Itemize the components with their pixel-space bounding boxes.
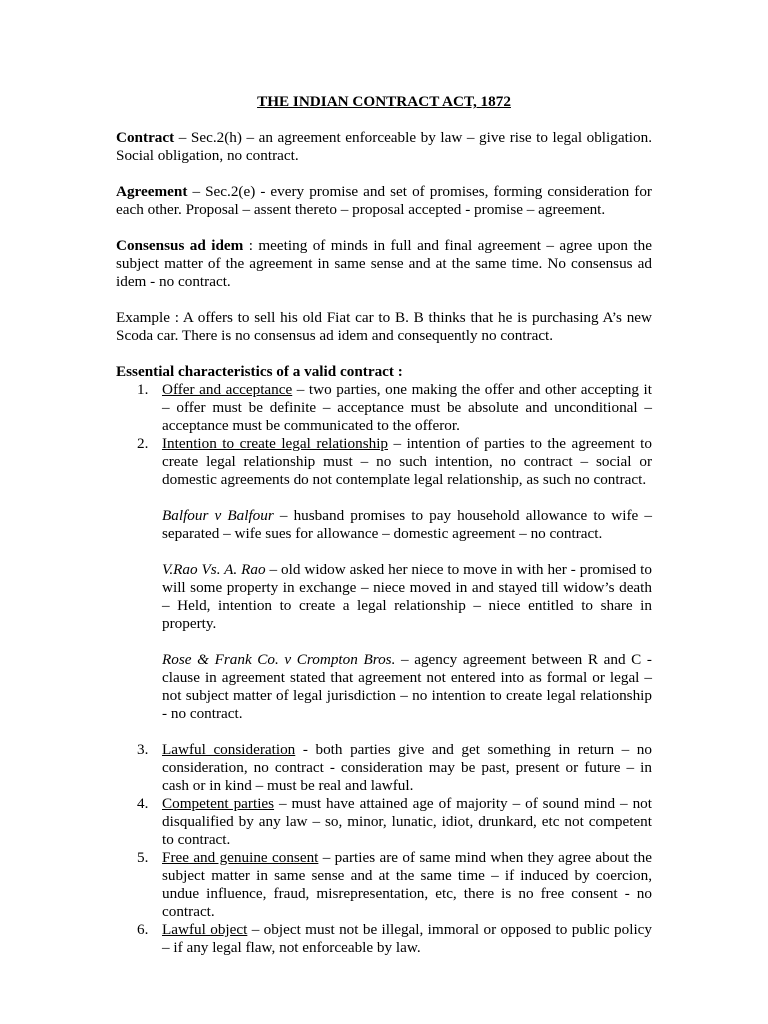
consensus-definition — [116, 237, 652, 291]
case-rose-frank — [162, 651, 652, 723]
list-item-number: 6. — [137, 921, 149, 938]
case-name: Balfour v Balfour — [162, 507, 274, 524]
spacer — [162, 723, 652, 741]
essentials-heading-text: Essential characteristics of a valid contract : — [116, 363, 403, 380]
list-item — [116, 849, 652, 921]
case-text: – husband promises to pay household allowance to wife – separated – wife sues for allowance – domestic agreement – no contract. — [162, 507, 652, 542]
case-name: V.Rao Vs. A. Rao — [162, 561, 266, 578]
list-item — [116, 741, 652, 795]
agreement-text: – Sec.2(e) - every promise and set of promises, forming consideration for each other. Proposal – assent thereto – proposal accepted - promise – agreement. — [116, 183, 652, 218]
list-item-title: Competent parties — [162, 795, 275, 812]
list-item-text: – intention of parties to the agreement to create legal relationship must – no such intention, no contract – social or domestic agreements do not contemplate legal relationship, as such no contract. — [162, 435, 652, 488]
list-item-title: Free and genuine consent — [162, 849, 319, 866]
agreement-definition — [116, 183, 652, 219]
case-text: – old widow asked her niece to move in with her - promised to will some property in exchange – niece moved in and stayed till widow’s death – Held, intention to create a legal relationship – niece entitled to share in property. — [162, 561, 652, 632]
list-item-text: – two parties, one making the offer and other accepting it – offer must be definite – acceptance must be absolute and unconditional – acceptance must be communicated to the offeror. — [162, 381, 652, 434]
list-item — [116, 795, 652, 849]
agreement-term: Agreement — [116, 183, 188, 200]
list-item-number: 4. — [137, 795, 149, 812]
list-item — [116, 435, 652, 741]
page-title: THE INDIAN CONTRACT ACT, 1872 — [257, 93, 511, 110]
list-item-number: 1. — [137, 381, 149, 398]
contract-definition — [116, 129, 652, 165]
case-text: – agency agreement between R and C - clause in agreement stated that agreement not entered into as formal or legal – not subject matter of legal jurisdiction – no intention to create legal relationship - no contract. — [162, 651, 652, 722]
list-item-text: – parties are of same mind when they agree about the subject matter in same sense and at the same time – if induced by coercion, undue influence, fraud, misrepresentation, etc, there is no free consent - no contract. — [162, 849, 652, 920]
list-item — [116, 381, 652, 435]
list-item-text: - both parties give and get something in return – no consideration, no contract - consideration may be past, present or future – in cash or in kind – must be real and lawful. — [162, 741, 652, 794]
consensus-text: : meeting of minds in full and final agreement – agree upon the subject matter of the agreement in same sense and at the same time. No consensus ad idem - no contract. — [116, 237, 652, 290]
list-item-number: 5. — [137, 849, 149, 866]
list-item — [116, 921, 652, 957]
consensus-term: Consensus ad idem — [116, 237, 244, 254]
case-rao — [162, 561, 652, 633]
contract-term: Contract — [116, 129, 175, 146]
contract-text: – Sec.2(h) – an agreement enforceable by law – give rise to legal obligation. Social obligation, no contract. — [116, 129, 652, 164]
document-body — [116, 93, 652, 957]
list-item-title: Lawful consideration — [162, 741, 296, 758]
essentials-heading — [116, 363, 652, 381]
list-item-text: – object must not be illegal, immoral or opposed to public policy – if any legal flaw, not enforceable by law. — [162, 921, 652, 956]
case-name: Rose & Frank Co. v Crompton Bros. — [162, 651, 396, 668]
essentials-list — [116, 381, 652, 957]
list-item-title: Intention to create legal relationship — [162, 435, 389, 452]
list-item-number: 3. — [137, 741, 149, 758]
list-item-title: Offer and acceptance — [162, 381, 293, 398]
case-balfour — [162, 507, 652, 543]
example-paragraph: Example : A offers to sell his old Fiat car to B. B thinks that he is purchasing A’s new Scoda car. There is no consensus ad idem and consequently no contract. — [116, 309, 652, 344]
list-item-title: Lawful object — [162, 921, 248, 938]
list-item-number: 2. — [137, 435, 149, 452]
list-item-text: – must have attained age of majority – of sound mind – not disqualified by any law – so, minor, lunatic, idiot, drunkard, etc not competent to contract. — [162, 795, 652, 848]
